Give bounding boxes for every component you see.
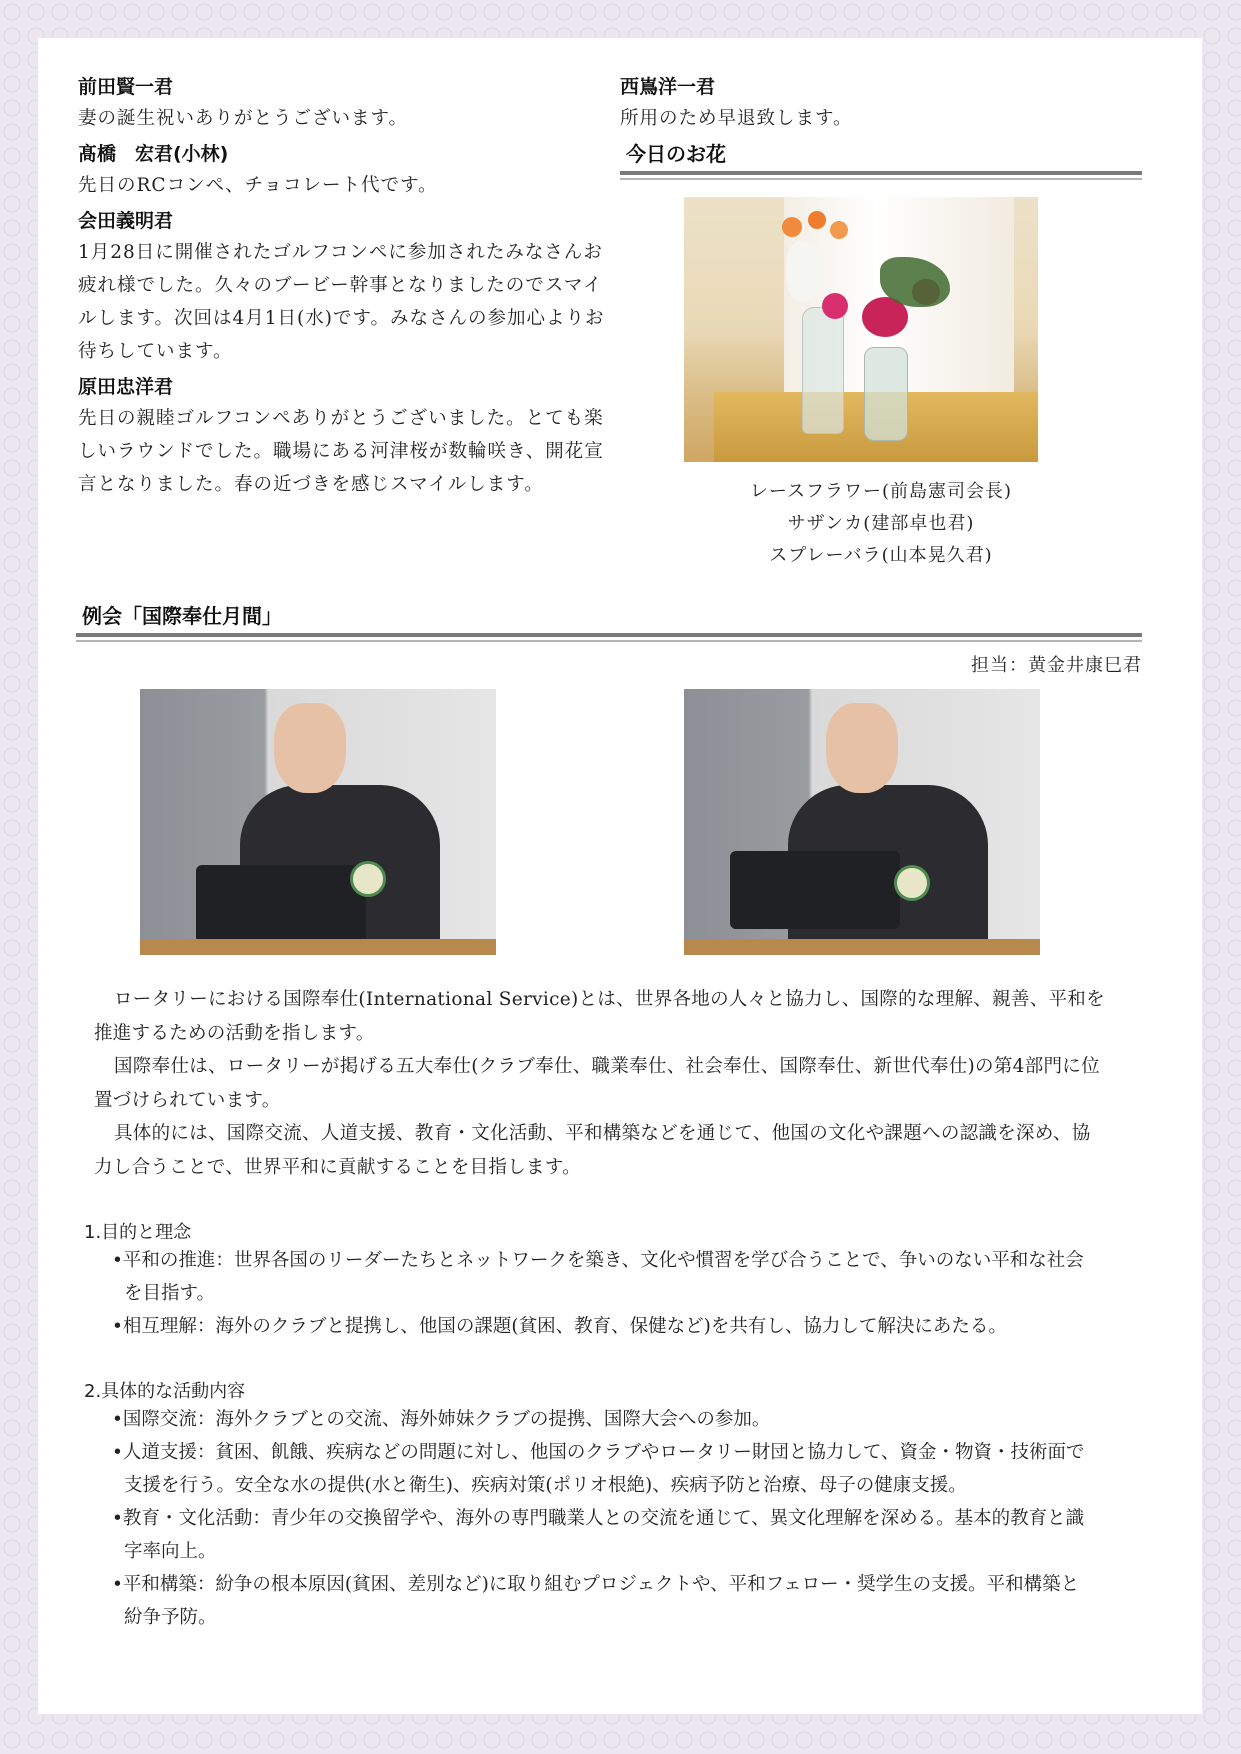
member-message: 先日の親睦ゴルフコンペありがとうございました。とても楽しいラウンドでした。職場にある河津桜が数輪咲き、開花宣言となりました。春の近づきを感じスマイルします。 (78, 408, 604, 495)
bullet-list (112, 1403, 1094, 1634)
smile-list-left (78, 72, 608, 505)
speaker-photo (140, 689, 496, 955)
speaker-photo (684, 689, 1040, 955)
section-title: 2.具体的な活動内容 (84, 1381, 246, 1402)
newsletter-page (38, 38, 1202, 1714)
meeting-body (94, 983, 1106, 1184)
member-name: 原田忠洋君 (78, 376, 174, 398)
member-name: 髙橋 宏君(小林) (78, 143, 229, 165)
speaker-photos (76, 689, 1142, 969)
flower-caption: レースフラワー(前島憲司会長) (749, 481, 1013, 502)
list-item: •教育・文化活動：青少年の交換留学や、海外の専門職業人との交流を通じて、異文化理解を深める。基本的教育と識字率向上。 (112, 1508, 1085, 1562)
smile-entry (78, 139, 608, 202)
flower-caption: サザンカ(建部卓也君) (787, 513, 975, 534)
meeting-presenter: 担当：黄金井康巳君 (971, 655, 1142, 676)
smile-entry (78, 372, 608, 501)
right-column (620, 72, 1142, 572)
flower-caption: スプレーバラ(山本晃久君) (769, 545, 993, 566)
meeting-section (76, 601, 1142, 1634)
member-name: 前田賢一君 (78, 76, 174, 98)
paragraph: ロータリーにおける国際奉仕(International Service)とは、世界各地の人々と協力し、国際的な理解、親善、平和を推進するための活動を指します。 (94, 989, 1105, 1044)
list-item: •相互理解：海外のクラブと提携し、他国の課題(貧困、教育、保健など)を共有し、協力して解決にあたる。 (112, 1316, 1007, 1337)
meeting-heading: 例会「国際奉仕月間」 (76, 601, 1142, 637)
member-message: 妻の誕生祝いありがとうございます。 (78, 108, 409, 129)
bullet-list (112, 1244, 1094, 1343)
list-item: •平和の推進：世界各国のリーダーたちとネットワークを築き、文化や慣習を学び合うことで、争いのない平和な社会を目指す。 (112, 1250, 1084, 1304)
paragraph: 具体的には、国際交流、人道支援、教育・文化活動、平和構築などを通じて、他国の文化や課題への認識を深め、協力し合うことで、世界平和に貢献することを目指します。 (94, 1123, 1091, 1178)
flower-captions (620, 476, 1142, 572)
paragraph: 国際奉仕は、ロータリーが掲げる五大奉仕(クラブ奉仕、職業奉仕、社会奉仕、国際奉仕、新世代奉仕)の第4部門に位置づけられています。 (94, 1056, 1100, 1111)
list-item: •国際交流：海外クラブとの交流、海外姉妹クラブの提携、国際大会への参加。 (112, 1409, 771, 1430)
smile-entry (78, 206, 608, 368)
list-item: •人道支援：貧困、飢餓、疾病などの問題に対し、他国のクラブやロータリー財団と協力して、資金・物資・技術面で支援を行う。安全な水の提供(水と衛生)、疾病対策(ポリオ根絶)、疾病予防と治療、母子の健康支援。 (112, 1442, 1085, 1496)
list-item: •平和構築：紛争の根本原因(貧困、差別など)に取り組むプロジェクトや、平和フェロー・奨学生の支援。平和構築と紛争予防。 (112, 1574, 1080, 1628)
member-message: 所用のため早退致します。 (620, 108, 853, 129)
member-message: 1月28日に開催されたゴルフコンペに参加されたみなさんお疲れ様でした。久々のブービー幹事となりましたのでスマイルします。次回は4月1日(水)です。みなさんの参加心よりお待ちしています。 (78, 242, 605, 362)
flowers-heading: 今日のお花 (620, 139, 1142, 175)
member-name: 西嶌洋一君 (620, 76, 716, 98)
flower-photo (684, 197, 1038, 462)
smile-entry (620, 72, 1142, 135)
member-message: 先日のRCコンペ、チョコレート代です。 (78, 175, 438, 196)
smile-entry (78, 72, 608, 135)
section-title: 1.目的と理念 (84, 1222, 192, 1243)
member-name: 会田義明君 (78, 210, 174, 232)
